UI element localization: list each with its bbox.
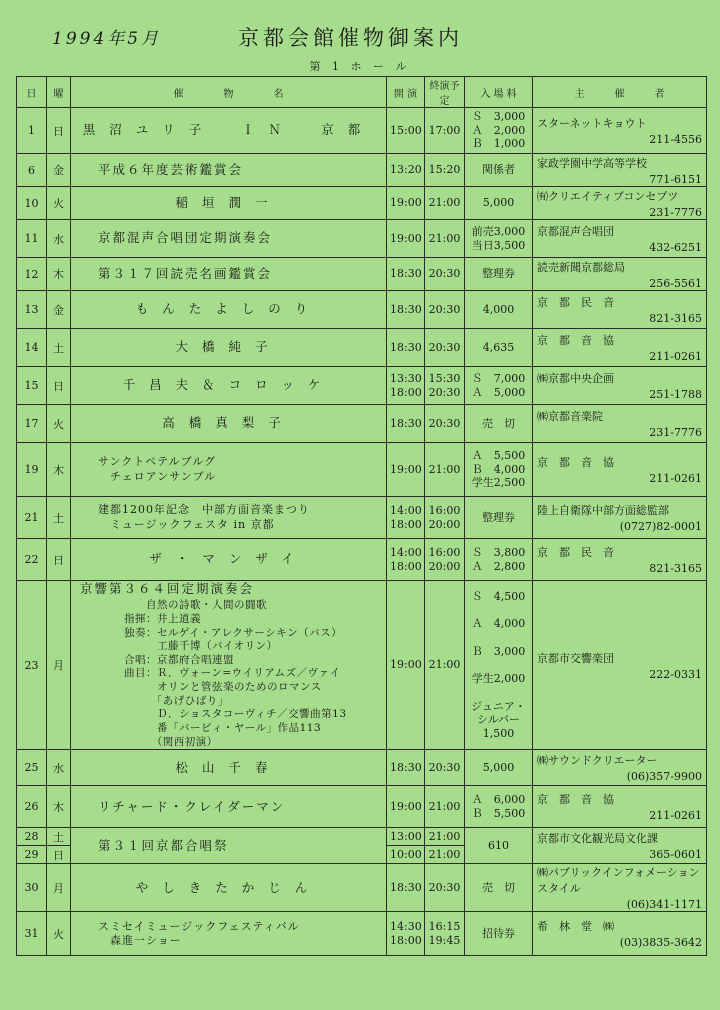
organizer-phone: 211-0261 [649, 809, 702, 823]
day-cell: 13 [17, 291, 47, 329]
day-cell: 19 [17, 443, 47, 497]
organizer-name: 京 都 音 協 [537, 334, 614, 347]
organizer-cell [533, 291, 707, 329]
organizer-cell [533, 864, 707, 912]
event-title: やしきたかじん [135, 879, 322, 895]
organizer-phone: 231-7776 [649, 205, 702, 219]
organizer-cell [533, 187, 707, 220]
end-time-cell: 21:00 [425, 443, 465, 497]
table-row [17, 828, 707, 846]
day-cell: 30 [17, 864, 47, 912]
organizer-phone: 771-6151 [649, 172, 702, 186]
admission-cell: 610 [465, 828, 533, 864]
table-row [17, 258, 707, 291]
day-cell: 6 [17, 154, 47, 187]
organizer-cell [533, 539, 707, 581]
table-row [17, 187, 707, 220]
organizer-name: 京都市交響楽団 [537, 651, 614, 665]
event-cell [71, 443, 387, 497]
organizer-cell [533, 329, 707, 367]
event-cell [71, 154, 387, 187]
event-title: 京都混声合唱団定期演奏会 [98, 230, 273, 246]
table-row [17, 154, 707, 187]
organizer-cell [533, 786, 707, 828]
weekday-cell: 月 [47, 581, 71, 750]
open-time-cell: 14:00 18:00 [387, 539, 425, 581]
admission-cell: 5,000 [465, 187, 533, 220]
event-cell [71, 220, 387, 258]
weekday-cell: 火 [47, 405, 71, 443]
day-cell: 25 [17, 750, 47, 786]
event-title: スミセイミュージックフェスティバル 森進一ショー [98, 919, 300, 947]
organizer-name: ㈲クリエイティブコンセプツ [537, 189, 679, 203]
organizer-phone: 821-3165 [649, 312, 702, 325]
table-row [17, 539, 707, 581]
event-cell [71, 864, 387, 912]
organizer-phone: 211-0261 [649, 472, 702, 485]
day-cell: 17 [17, 405, 47, 443]
organizer-cell [533, 367, 707, 405]
organizer-phone: 251-1788 [649, 388, 702, 401]
col-admission: 入 場 料 [465, 77, 533, 108]
table-row [17, 912, 707, 956]
organizer-name: スターネットキョウト [537, 117, 647, 130]
admission-cell: Ｓ 3,000 Ａ 2,000 Ｂ 1,000 [465, 108, 533, 154]
weekday-cell: 日 [47, 108, 71, 154]
admission-cell: Ｓ 7,000 Ａ 5,000 [465, 367, 533, 405]
admission-cell: 4,635 [465, 329, 533, 367]
organizer-cell [533, 154, 707, 187]
event-cell [71, 187, 387, 220]
event-cell [71, 367, 387, 405]
table-row [17, 220, 707, 258]
admission-cell: 5,000 [465, 750, 533, 786]
event-title: 建都1200年記念 中部方面音楽まつり ミュージックフェスタ in 京都 [98, 503, 310, 531]
organizer-cell [533, 581, 707, 750]
organizer-name: 京 都 民 音 [537, 296, 614, 309]
event-title: もんたよしのり [135, 301, 322, 317]
event-title: 稲垣潤一 [175, 194, 282, 210]
organizer-phone: 256-5561 [649, 276, 702, 290]
open-time-cell: 19:00 [387, 220, 425, 258]
organizer-name: 京 都 音 協 [537, 456, 614, 469]
end-time-cell: 20:30 [425, 750, 465, 786]
event-title: 第３１回京都合唱祭 [98, 837, 229, 853]
admission-cell: Ｓ 3,800 Ａ 2,800 [465, 539, 533, 581]
open-time-cell: 14:00 18:00 [387, 497, 425, 539]
end-time-cell: 20:30 [425, 329, 465, 367]
col-event: 催 物 名 [71, 77, 387, 108]
table-row [17, 108, 707, 154]
event-title: 京響第３６４回定期演奏会 [80, 581, 255, 596]
event-cell [71, 329, 387, 367]
organizer-phone: 222-0331 [649, 667, 702, 681]
organizer-name: 京 都 音 協 [537, 793, 614, 807]
day-cell: 10 [17, 187, 47, 220]
day-cell: 22 [17, 539, 47, 581]
end-time-cell: 16:00 20:00 [425, 539, 465, 581]
admission-cell: Ａ 5,500 Ｂ 4,000 学生2,500 [465, 443, 533, 497]
weekday-cell: 日 [47, 367, 71, 405]
event-title: ザ・マンザイ [149, 551, 308, 567]
event-title: 千昌夫＆コロッケ [122, 377, 335, 393]
organizer-phone: 365-0601 [649, 848, 702, 862]
weekday-cell: 月 [47, 864, 71, 912]
day-cell: 21 [17, 497, 47, 539]
end-time-cell: 20:30 [425, 864, 465, 912]
organizer-phone: 821-3165 [649, 562, 702, 575]
event-cell [71, 258, 387, 291]
end-time-cell: 20:30 [425, 258, 465, 291]
weekday-cell: 火 [47, 912, 71, 956]
event-cell [71, 497, 387, 539]
col-weekday: 曜 [47, 77, 71, 108]
admission-cell: 関係者 [465, 154, 533, 187]
open-time-cell: 18:30 [387, 329, 425, 367]
event-title: リチャード・クレイダーマン [98, 798, 286, 814]
organizer-cell [533, 912, 707, 956]
event-title: サンクトペテルブルグ チェロアンサンブル [98, 455, 217, 483]
end-time-cell: 15:30 20:30 [425, 367, 465, 405]
weekday-cell: 水 [47, 220, 71, 258]
weekday-cell: 木 [47, 258, 71, 291]
open-time-cell: 19:00 [387, 187, 425, 220]
event-cell [71, 539, 387, 581]
program-title: 京都会館催物御案内 [238, 26, 463, 50]
end-time-cell: 21:00 [425, 846, 465, 864]
weekday-cell: 金 [47, 291, 71, 329]
organizer-name: 読売新聞京都総局 [537, 260, 625, 274]
end-time-cell: 16:15 19:45 [425, 912, 465, 956]
event-cell [71, 912, 387, 956]
admission-cell: 前売3,000 当日3,500 [465, 220, 533, 258]
program-month: 1994年5月 [52, 29, 162, 49]
organizer-cell [533, 443, 707, 497]
weekday-cell: 土 [47, 828, 71, 846]
open-time-cell: 14:30 18:00 [387, 912, 425, 956]
col-open: 開 演 [387, 77, 425, 108]
organizer-cell [533, 108, 707, 154]
table-row [17, 864, 707, 912]
open-time-cell: 13:20 [387, 154, 425, 187]
organizer-phone: (06)341-1171 [626, 898, 702, 912]
day-cell: 1 [17, 108, 47, 154]
hall-name: 第 1 ホ ー ル [309, 60, 411, 73]
organizer-name: 京都混声合唱団 [537, 225, 614, 238]
end-time-cell: 20:30 [425, 291, 465, 329]
organizer-name: ㈱パブリックインフォメーションスタイル [537, 866, 700, 896]
organizer-cell [533, 405, 707, 443]
event-title: 黒沼ユリ子 ＩＮ 京都 [82, 122, 375, 138]
organizer-name: 家政学園中学高等学校 [537, 156, 647, 170]
organizer-name: ㈱京都中央企画 [537, 372, 614, 385]
open-time-cell: 19:00 [387, 786, 425, 828]
open-time-cell: 18:30 [387, 750, 425, 786]
admission-cell: 売 切 [465, 405, 533, 443]
day-cell: 29 [17, 846, 47, 864]
weekday-cell: 金 [47, 154, 71, 187]
end-time-cell: 16:00 20:00 [425, 497, 465, 539]
event-details: 自然の詩歌・人間の闘歌 指揮：井上道義 独奏：セルゲイ・アレクサーシキン（バス） 工藤千博（バイオリン） 合唱：京都府合唱連盟 曲目：Ｒ．ヴォーン=ウイリアムズ／ヴァイ オリンと管弦楽のためのロマンス 「あげひばり」 Ｄ．ショスタコーヴィチ／交響曲第13 番「バービィ・ヤール」作品113 （関西初演） [124, 599, 347, 748]
table-row [17, 786, 707, 828]
weekday-cell: 水 [47, 750, 71, 786]
table-row [17, 291, 707, 329]
table-row [17, 443, 707, 497]
end-time-cell: 21:00 [425, 220, 465, 258]
open-time-cell: 19:00 [387, 581, 425, 750]
weekday-cell: 木 [47, 443, 71, 497]
day-cell: 11 [17, 220, 47, 258]
weekday-cell: 土 [47, 329, 71, 367]
table-row [17, 497, 707, 539]
event-title: 平成６年度芸術鑑賞会 [98, 161, 244, 177]
end-time-cell: 21:00 [425, 828, 465, 846]
end-time-cell: 21:00 [425, 786, 465, 828]
organizer-phone: 211-4556 [649, 133, 702, 146]
organizer-phone: 211-0261 [649, 350, 702, 363]
organizer-phone: (0727)82-0001 [619, 520, 702, 533]
table-header [17, 77, 707, 108]
event-cell [71, 750, 387, 786]
day-cell: 26 [17, 786, 47, 828]
col-day: 日 [17, 77, 47, 108]
organizer-cell [533, 828, 707, 864]
event-cell [71, 405, 387, 443]
event-cell [71, 786, 387, 828]
table-row [17, 367, 707, 405]
end-time-cell: 21:00 [425, 187, 465, 220]
event-cell [71, 291, 387, 329]
organizer-phone: 432-6251 [649, 241, 702, 254]
organizer-name: ㈱京都音楽院 [537, 410, 603, 423]
weekday-cell: 日 [47, 539, 71, 581]
table-row [17, 329, 707, 367]
open-time-cell: 18:30 [387, 258, 425, 291]
day-cell: 15 [17, 367, 47, 405]
day-cell: 14 [17, 329, 47, 367]
organizer-phone: (06)357-9900 [626, 770, 702, 784]
weekday-cell: 木 [47, 786, 71, 828]
event-cell [71, 108, 387, 154]
organizer-name: 京都市文化観光局文化課 [537, 832, 658, 846]
schedule-table [16, 76, 707, 956]
organizer-name: 陸上自衛隊中部方面総監部 [537, 504, 669, 517]
admission-cell: Ａ 6,000 Ｂ 5,500 [465, 786, 533, 828]
admission-cell: 売 切 [465, 864, 533, 912]
open-time-cell: 19:00 [387, 443, 425, 497]
open-time-cell: 10:00 [387, 846, 425, 864]
organizer-cell [533, 497, 707, 539]
weekday-cell: 日 [47, 846, 71, 864]
admission-cell: 招待券 [465, 912, 533, 956]
admission-cell: 整理券 [465, 258, 533, 291]
admission-cell: 4,000 [465, 291, 533, 329]
open-time-cell: 18:30 [387, 291, 425, 329]
weekday-cell: 火 [47, 187, 71, 220]
weekday-cell: 土 [47, 497, 71, 539]
col-end: 終演予定 [425, 77, 465, 108]
end-time-cell: 15:20 [425, 154, 465, 187]
organizer-name: 京 都 民 音 [537, 546, 614, 559]
end-time-cell: 20:30 [425, 405, 465, 443]
table-row [17, 581, 707, 750]
event-title: 大橋純子 [175, 339, 282, 355]
table-row [17, 750, 707, 786]
admission-cell: Ｓ 4,500 Ａ 4,000 Ｂ 3,000 学生2,000 ジュニア・ シルバー 1,500 [465, 581, 533, 750]
open-time-cell: 13:00 [387, 828, 425, 846]
open-time-cell: 15:00 [387, 108, 425, 154]
event-cell [71, 828, 387, 864]
open-time-cell: 13:30 18:00 [387, 367, 425, 405]
admission-cell: 整理券 [465, 497, 533, 539]
col-organizer: 主 催 者 [533, 77, 707, 108]
organizer-name: 希 林 堂 ㈱ [537, 920, 614, 934]
event-title: 第３１７回読売名画鑑賞会 [98, 265, 273, 281]
organizer-phone: (03)3835-3642 [619, 936, 702, 950]
organizer-name: ㈱サウンドクリエーター [537, 754, 658, 768]
organizer-phone: 231-7776 [649, 426, 702, 439]
organizer-cell [533, 750, 707, 786]
end-time-cell: 17:00 [425, 108, 465, 154]
open-time-cell: 18:30 [387, 864, 425, 912]
organizer-cell [533, 220, 707, 258]
day-cell: 23 [17, 581, 47, 750]
day-cell: 31 [17, 912, 47, 956]
event-title: 高橋真梨子 [162, 415, 295, 431]
day-cell: 12 [17, 258, 47, 291]
table-row [17, 405, 707, 443]
day-cell: 28 [17, 828, 47, 846]
event-title: 松山千春 [175, 759, 282, 775]
organizer-cell [533, 258, 707, 291]
open-time-cell: 18:30 [387, 405, 425, 443]
end-time-cell: 21:00 [425, 581, 465, 750]
event-cell [71, 581, 387, 750]
